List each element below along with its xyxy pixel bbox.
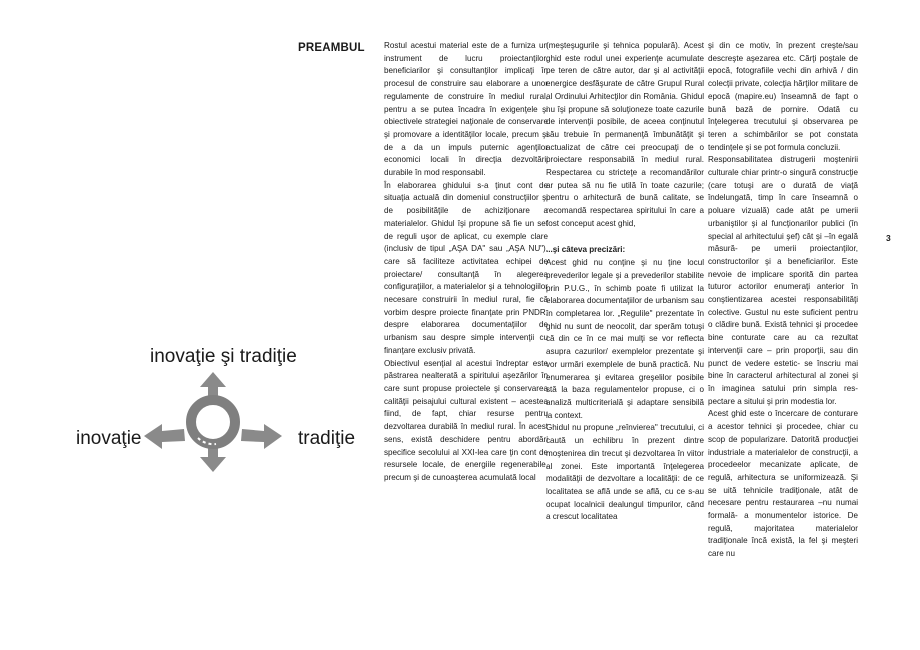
paragraph: Acest ghid nu conţine şi nu ţine locul prevederilor legale şi a prevederilor stabilite prin P.U.G., în schimb poate fi utilizat la elaborarea documentaţiilor de urbanism sau în completarea lor. „Regulile" prezentate în ghid nu sunt de neocolit, dar sperăm totuşi că din ce în ce mai mulţi se vor reflecta asupra cazurilor/ exemplelor prezentate şi vor urmări exemplele de bună practică. Nu enumerarea şi evitarea greşelilor posibile stă la baza regulamentelor propuse, ci o analiză multicriterială şi adaptare sensibilă la context. xyxy=(546,258,704,420)
paragraph: (meşteşugurile şi tehnica populară). Acest ghid este rodul unei experienţe acumulate pe teren de către autor, dar şi al activităţii energice desfăşurate de către Grupul Rural al Ordinului Arhitecţilor din România. Ghidul nu îşi propune să soluţioneze toate cazurile de intervenţii posibile, de aceea conţinutul său trebuie în permanenţă îmbunătăţit şi actualizat de către cei preocupaţi de o proiectare responsabilă în mediul rural. Respectarea cu stricteţe a recomandărilor ar putea să nu fie utilă în toate cazurile; pentru o arhitectură de bună calitate, se recomandă respectarea spiritului în care a fost conceput acest ghid, xyxy=(546,41,704,228)
text-column-1 xyxy=(384,40,548,485)
subheading: ...şi câteva precizări: xyxy=(546,244,626,254)
paragraph: Obiectivul esenţial al acestui îndreptar este păstrarea nealterată a spiritului aşezărilor în care sunt propuse proiectele şi conservarea calităţii peisajului cultural existent – acestea fiind, de fapt, chiar resurse pentru dezvoltarea durabilă în mediul rural. În acest sens, există deschidere pentru abordări specifice secolului al XXI-lea care ţin cont de resursele locale, de energiile regenerabile, precum şi de cunoaşterea acumulată local xyxy=(384,358,548,482)
roundabout-icon xyxy=(142,372,284,474)
paragraph: În elaborarea ghidului s-a ţinut cont de situaţia actuală din domeniul construcţiilor şi de posibilităţile de achiziţionare a materialelor. Ghidul îşi propune să fie un set de reguli uşor de aplicat, cu exemple clare (inclusiv de tipul „AŞA DA" sau „AŞA NU"), care să faciliteze activitatea echipei de proiectare/ consultanţă în alegerea configuraţiilor, a materialelor şi a tehnologiilor necesare construirii în mediul rural, fie că vorbim despre proiecte finanţate prin PNDR, despre elaborarea documentaţiilor de urbanism sau despre simple intervenţii cu finanţare exclusiv privată. xyxy=(384,180,548,355)
text-column-2 xyxy=(546,40,704,524)
figure-label-left: inovaţie xyxy=(76,428,142,449)
paragraph: Responsabilitatea distrugerii moştenirii culturale chiar printr-o singură construcţie (care totuşi are o durată de viaţă îndelungată, timp în care înseamnă o poluare vizuală) cade atât pe umerii urbaniştilor şi al funcţionarilor publici (în special al arhitectului şef) cât şi –în egală măsură- pe umerii proiectanţilor, constructorilor şi a beneficiarilor. Este nevoie de implicare sporită din partea tuturor actorilor enumeraţi anterior în conştientizarea acestei responsabilităţi colective. Gustul nu este suficient pentru o clădire bună. Există tehnici şi procedee bine conturate care au ca rezultat intervenţii care – prin proporţii, sau din punct de vedere estetic- se înscriu mai bine în caracterul arhitectural al zonei şi în imaginea satului prin simpla res-pectare a sitului şi prin modestia lor. xyxy=(708,155,858,406)
figure-title: inovaţie şi tradiţie xyxy=(150,346,297,367)
paragraph: Acest ghid este o încercare de conturare a acestor tehnici şi procedee, chiar cu scop de popularizare. Datorită producţiei industriale a materialelor de construcţii, a procedeelor mecanizate aplicate, de regulă, arhitectura se uniformizează. Şi se uită tehnicile tradiţionale, atât de necesare pentru restaurarea –nu numai formală- a monumentelor istorice. De regulă, majoritatea materialelor tradiţionale încă există, la fel şi meşteri care nu xyxy=(708,409,858,559)
figure-label-right: tradiţie xyxy=(298,428,356,449)
paragraph: şi din ce motiv, în prezent creşte/sau descreşte aşezarea etc. Cărţi poştale de epocă, fotografiile vechi din arhivă / din colecţii private, colecţia hărţilor militare de epocă (mapire.eu) înseamnă de fapt o bună bază de pornire. Odată cu înţelegerea trecutului şi observarea pe teren a schimbărilor se pot constata tendinţele şi se pot formula concluzii. xyxy=(708,41,858,152)
page-number: 3 xyxy=(886,233,891,243)
text-column-3 xyxy=(708,40,858,561)
paragraph: Rostul acestui material este de a furniza un instrument de lucru proiectanţilor, beneficiarilor şi consultanţilor implicaţi în procesul de construire sau elaborare a unor regulamente de construire în mediul rural, pentru a se putea încadra în exigenţele şi obiectivele strategiei naţionale de conservare şi promovare a identităţilor locale, precum şi de a da un impuls puternic agenţilor economici locali în direcţia dezvoltării durabile în mod responsabil. xyxy=(384,41,548,178)
paragraph: Ghidul nu propune „reînvierea" trecutului, ci caută un echilibru în prezent dintre moştenirea din trecut şi dezvoltarea în viitor al zonei. Este importantă înţelegerea modalităţii de dezvoltare a localităţii: de ce localitatea se află unde se află, cu ce s-au ocupat localnicii dealungul timpurilor, când a crescut localitatea xyxy=(546,423,704,522)
section-heading: PREAMBUL xyxy=(298,42,365,54)
